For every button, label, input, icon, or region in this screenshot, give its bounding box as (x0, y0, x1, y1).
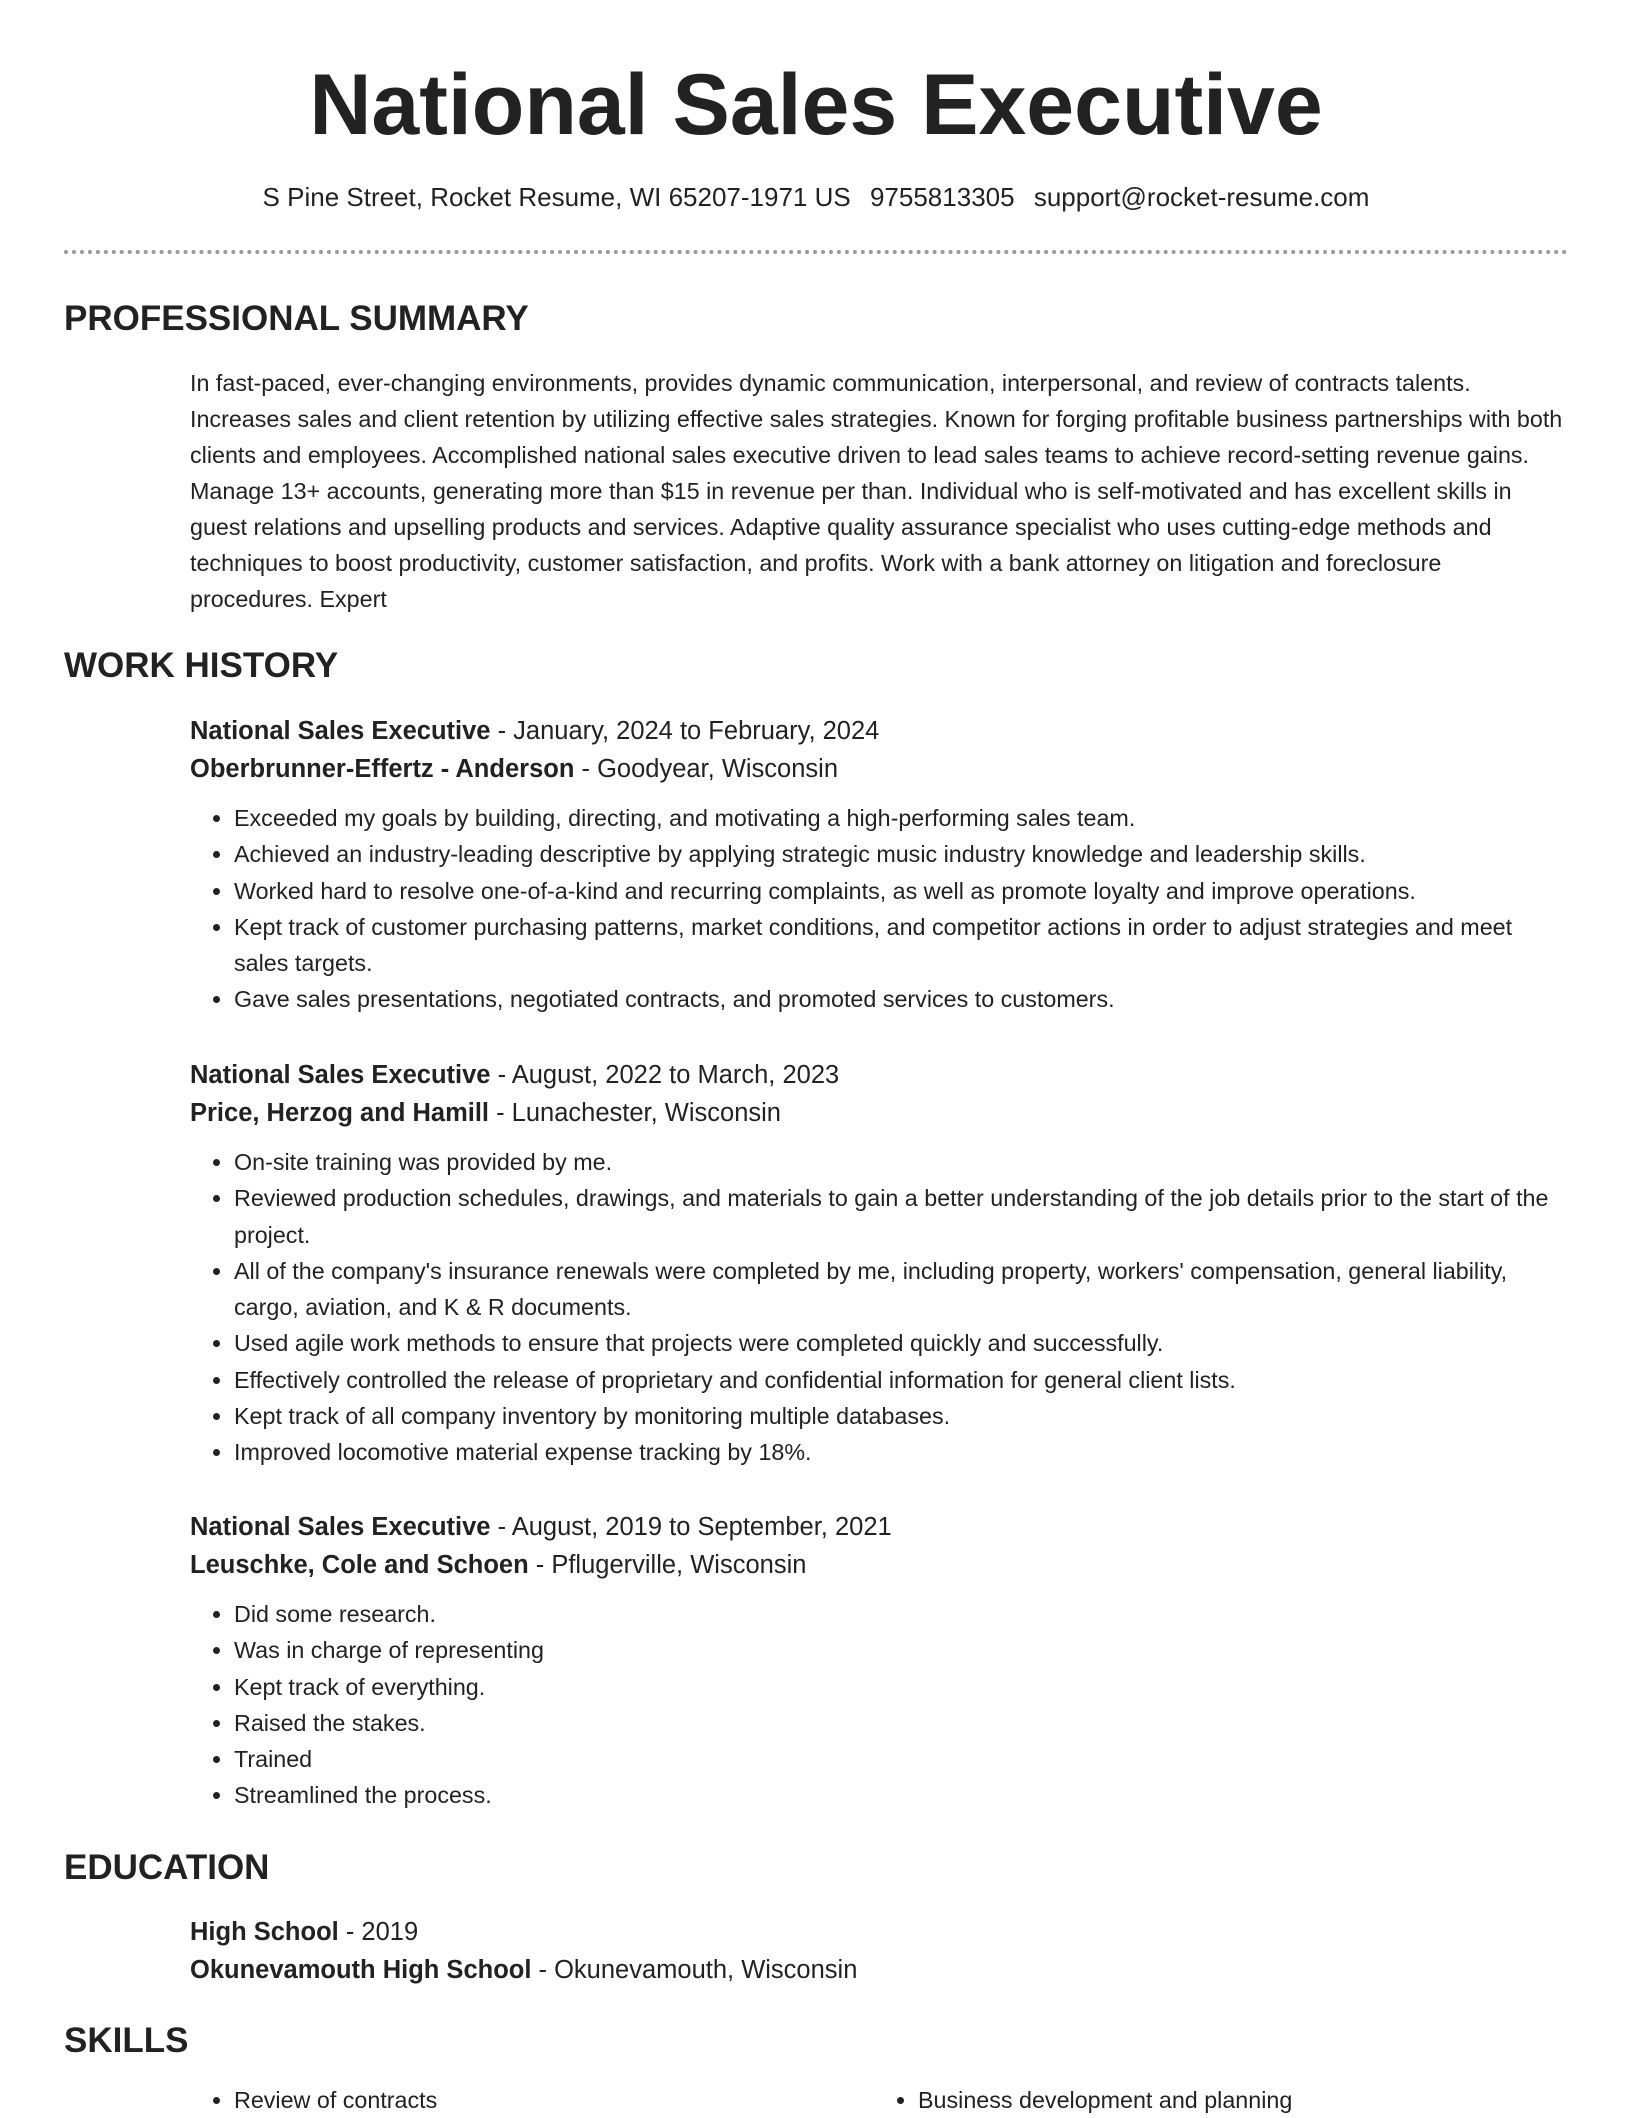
job-company-line (190, 1094, 1570, 1132)
job-bullet: • Kept track of all company inventory by monitoring multiple databases. (234, 1398, 1570, 1434)
job-company: Leuschke, Cole and Schoen (190, 1551, 529, 1579)
job-bullet: • Kept track of customer purchasing patterns, market conditions, and competitor actions in order to adjust strategies and meet sales targets. (234, 909, 1570, 982)
job-bullet: • Effectively controlled the release of proprietary and confidential information for general client lists. (234, 1362, 1570, 1398)
job-bullet: • Gave sales presentations, negotiated contracts, and promoted services to customers. (234, 981, 1570, 1017)
resume-name-title: National Sales Executive (309, 57, 1323, 153)
education-school-line (190, 1951, 1570, 1989)
education-location: - Okunevamouth, Wisconsin (531, 1956, 858, 1984)
job-entry (190, 1056, 1570, 1471)
job-position: National Sales Executive (190, 1513, 491, 1541)
section-title-work-history: WORK HISTORY (64, 646, 339, 685)
contact-email: support@rocket-resume.com (1033, 182, 1370, 212)
job-bullet: • Exceeded my goals by building, directing, and motivating a high-performing sales team. (234, 800, 1570, 836)
contact-phone: 9755813305 (869, 182, 1015, 212)
job-title-line (190, 1056, 1570, 1094)
job-bullet-list (190, 1144, 1570, 1471)
section-title-skills: SKILLS (64, 2021, 189, 2060)
job-bullet: • Raised the stakes. (234, 1705, 1570, 1741)
job-company: Oberbrunner-Effertz - Anderson (190, 755, 575, 783)
job-bullet-list (190, 1596, 1570, 1814)
job-bullet: • Kept track of everything. (234, 1669, 1570, 1705)
skill-item: • Review of contracts (234, 2082, 874, 2118)
job-bullet: • Reviewed production schedules, drawings, and materials to gain a better understanding of the job details prior to the start of the project. (234, 1180, 1570, 1253)
job-entry (190, 1508, 1570, 1814)
skills-column-right (874, 2082, 1558, 2118)
job-bullet: • Achieved an industry-leading descriptive by applying strategic music industry knowledge and leadership skills. (234, 836, 1570, 872)
job-company-line (190, 750, 1570, 788)
job-company: Price, Herzog and Hamill (190, 1099, 490, 1127)
education-school: Okunevamouth High School (190, 1956, 532, 1984)
job-location: - Goodyear, Wisconsin (574, 755, 839, 783)
skill-item: • Business development and planning (918, 2082, 1558, 2118)
job-position: National Sales Executive (190, 1061, 491, 1089)
job-title-line (190, 712, 1570, 750)
job-location: - Lunachester, Wisconsin (489, 1099, 781, 1127)
header-divider (64, 250, 1568, 254)
job-dates: - January, 2024 to February, 2024 (490, 717, 880, 745)
contact-info (0, 177, 1632, 217)
skills-column-left (190, 2082, 874, 2118)
job-entry (190, 712, 1570, 1018)
job-title-line (190, 1508, 1570, 1546)
contact-address: S Pine Street, Rocket Resume, WI 65207-1971 US (262, 182, 851, 212)
section-title-summary: PROFESSIONAL SUMMARY (64, 299, 529, 338)
job-bullet: • Streamlined the process. (234, 1777, 1570, 1813)
job-bullet: • Did some research. (234, 1596, 1570, 1632)
summary-text: In fast-paced, ever-changing environments, provides dynamic communication, interpersonal, and review of contracts talents. Increases sales and client retention by utilizing effective sales strategies. Known for forging profitable business partnerships with both clients and employees. Accomplished national sales executive driven to lead sales teams to achieve record-setting revenue gains. Manage 13+ accounts, generating more than $15 in revenue per than. Individual who is self-motivated and has excellent skills in guest relations and upselling products and services. Adaptive quality assurance specialist who uses cutting-edge methods and techniques to boost productivity, customer satisfaction, and profits. Work with a bank attorney on litigation and foreclosure procedures. Expert (190, 370, 1563, 612)
job-bullet-list (190, 800, 1570, 1018)
section-title-education: EDUCATION (64, 1848, 270, 1887)
job-dates: - August, 2019 to September, 2021 (490, 1513, 892, 1541)
job-bullet: • All of the company's insurance renewals were completed by me, including property, workers' compensation, general liability, cargo, aviation, and K & R documents. (234, 1253, 1570, 1326)
job-bullet: • Used agile work methods to ensure that projects were completed quickly and successfully. (234, 1325, 1570, 1361)
job-dates: - August, 2022 to March, 2023 (490, 1061, 840, 1089)
education-degree-line (190, 1913, 1570, 1951)
job-bullet: • Was in charge of representing (234, 1632, 1570, 1668)
education-year: - 2019 (338, 1918, 419, 1946)
job-company-line (190, 1546, 1570, 1584)
job-bullet: • On-site training was provided by me. (234, 1144, 1570, 1180)
job-position: National Sales Executive (190, 717, 491, 745)
skills-list (190, 2082, 1570, 2118)
education-entry (190, 1913, 1570, 1989)
job-bullet: • Improved locomotive material expense tracking by 18%. (234, 1434, 1570, 1470)
education-degree: High School (190, 1918, 339, 1946)
job-location: - Pflugerville, Wisconsin (528, 1551, 807, 1579)
job-bullet: • Worked hard to resolve one-of-a-kind and recurring complaints, as well as promote loyalty and improve operations. (234, 873, 1570, 909)
job-bullet: • Trained (234, 1741, 1570, 1777)
